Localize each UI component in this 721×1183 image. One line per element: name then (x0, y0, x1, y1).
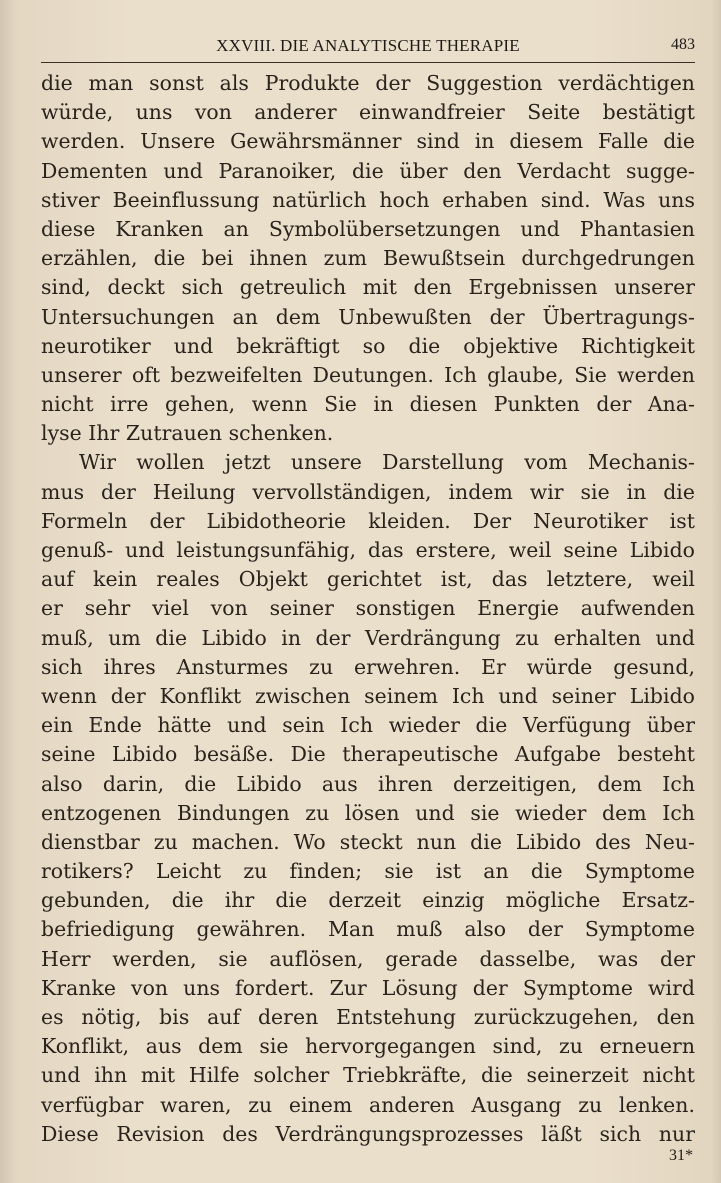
text-line: muß, um die Libido in der Verdrängung zu erhalten und (41, 625, 695, 650)
text-line: befriedigung gewähren. Man muß also der Symptome (41, 917, 695, 942)
text-line: Diese Revision des Verdrängungsprozesses läßt sich nur (41, 1121, 695, 1146)
text-line: würde, uns von anderer einwandfreier Seite bestätigt (41, 100, 695, 125)
text-line: verfügbar waren, zu einem anderen Ausgang zu lenken. (41, 1092, 695, 1117)
text-line: Untersuchungen an dem Unbewußten der Übertragungs- (41, 304, 695, 329)
text-line: Dementen und Paranoiker, die über den Verdacht sugge- (41, 158, 695, 183)
text-line: es nötig, bis auf deren Entstehung zurückzugehen, den (41, 1005, 695, 1029)
text-line: er sehr viel von seiner sonstigen Energie aufwenden (41, 596, 695, 621)
paragraph-start-line: Wir wollen jetzt unsere Darstellung vom Mechanis- (79, 450, 695, 475)
text-line: dienstbar zu machen. Wo steckt nun die Libido des Neu- (41, 829, 695, 854)
text-line: sich ihres Ansturmes zu erwehren. Er würde gesund, (41, 654, 695, 679)
text-line: sind, deckt sich getreulich mit den Ergebnissen unserer (41, 275, 695, 300)
text-line: unserer oft bezweifelten Deutungen. Ich glaube, Sie werden (41, 362, 695, 387)
text-line: gebunden, die ihr die derzeit einzig mögliche Ersatz- (41, 888, 695, 913)
text-line: mus der Heilung vervollständigen, indem wir sie in die (41, 479, 695, 504)
text-line: also darin, die Libido aus ihren derzeitigen, dem Ich (41, 771, 695, 796)
page-number: 483 (671, 36, 695, 53)
text-line: auf kein reales Objekt gerichtet ist, das letztere, weil (41, 567, 695, 592)
chapter-title: XXVIII. DIE ANALYTISCHE THERAPIE (216, 36, 520, 55)
signature-mark: 31* (669, 1147, 693, 1164)
text-line: genuß- und leistungsunfähig, das erstere, weil seine Libido (41, 538, 695, 562)
text-line: Kranke von uns fordert. Zur Lösung der Symptome wird (41, 975, 695, 1000)
text-line: werden. Unsere Gewährsmänner sind in diesem Falle die (41, 129, 695, 154)
text-line: Herr werden, sie auflösen, gerade dasselbe, was der (41, 946, 695, 971)
running-header (41, 34, 695, 63)
text-line: Formeln der Libidotheorie kleiden. Der Neurotiker ist (41, 508, 695, 533)
page-edge-shadow (711, 0, 721, 1183)
body-text (41, 69, 695, 1149)
text-line: nicht irre gehen, wenn Sie in diesen Punkten der Ana- (41, 392, 695, 417)
text-line: rotikers? Leicht zu finden; sie ist an die Symptome (41, 859, 695, 884)
text-line: Konflikt, aus dem sie hervorgegangen sind, zu erneuern (41, 1034, 695, 1059)
text-line: entzogenen Bindungen zu lösen und sie wieder dem Ich (41, 800, 695, 825)
text-line: und ihn mit Hilfe solcher Triebkräfte, die seinerzeit nicht (41, 1063, 695, 1088)
text-line: die man sonst als Produkte der Suggestion verdächtigen (41, 71, 695, 95)
page-gutter-shadow (0, 0, 16, 1183)
paragraph-end-line: lyse Ihr Zutrauen schenken. (41, 421, 334, 446)
text-line: ein Ende hätte und sein Ich wieder die Verfügung über (41, 713, 695, 738)
text-line: diese Kranken an Symbolübersetzungen und Phantasien (41, 216, 695, 241)
text-line: stiver Beeinflussung natürlich hoch erhaben sind. Was uns (41, 187, 695, 212)
text-line: neurotiker und bekräftigt so die objektive Richtigkeit (41, 333, 695, 358)
text-line: erzählen, die bei ihnen zum Bewußtsein durchgedrungen (41, 246, 695, 271)
text-line: seine Libido besäße. Die therapeutische Aufgabe besteht (41, 742, 695, 767)
text-line: wenn der Konflikt zwischen seinem Ich und seiner Libido (41, 683, 695, 708)
